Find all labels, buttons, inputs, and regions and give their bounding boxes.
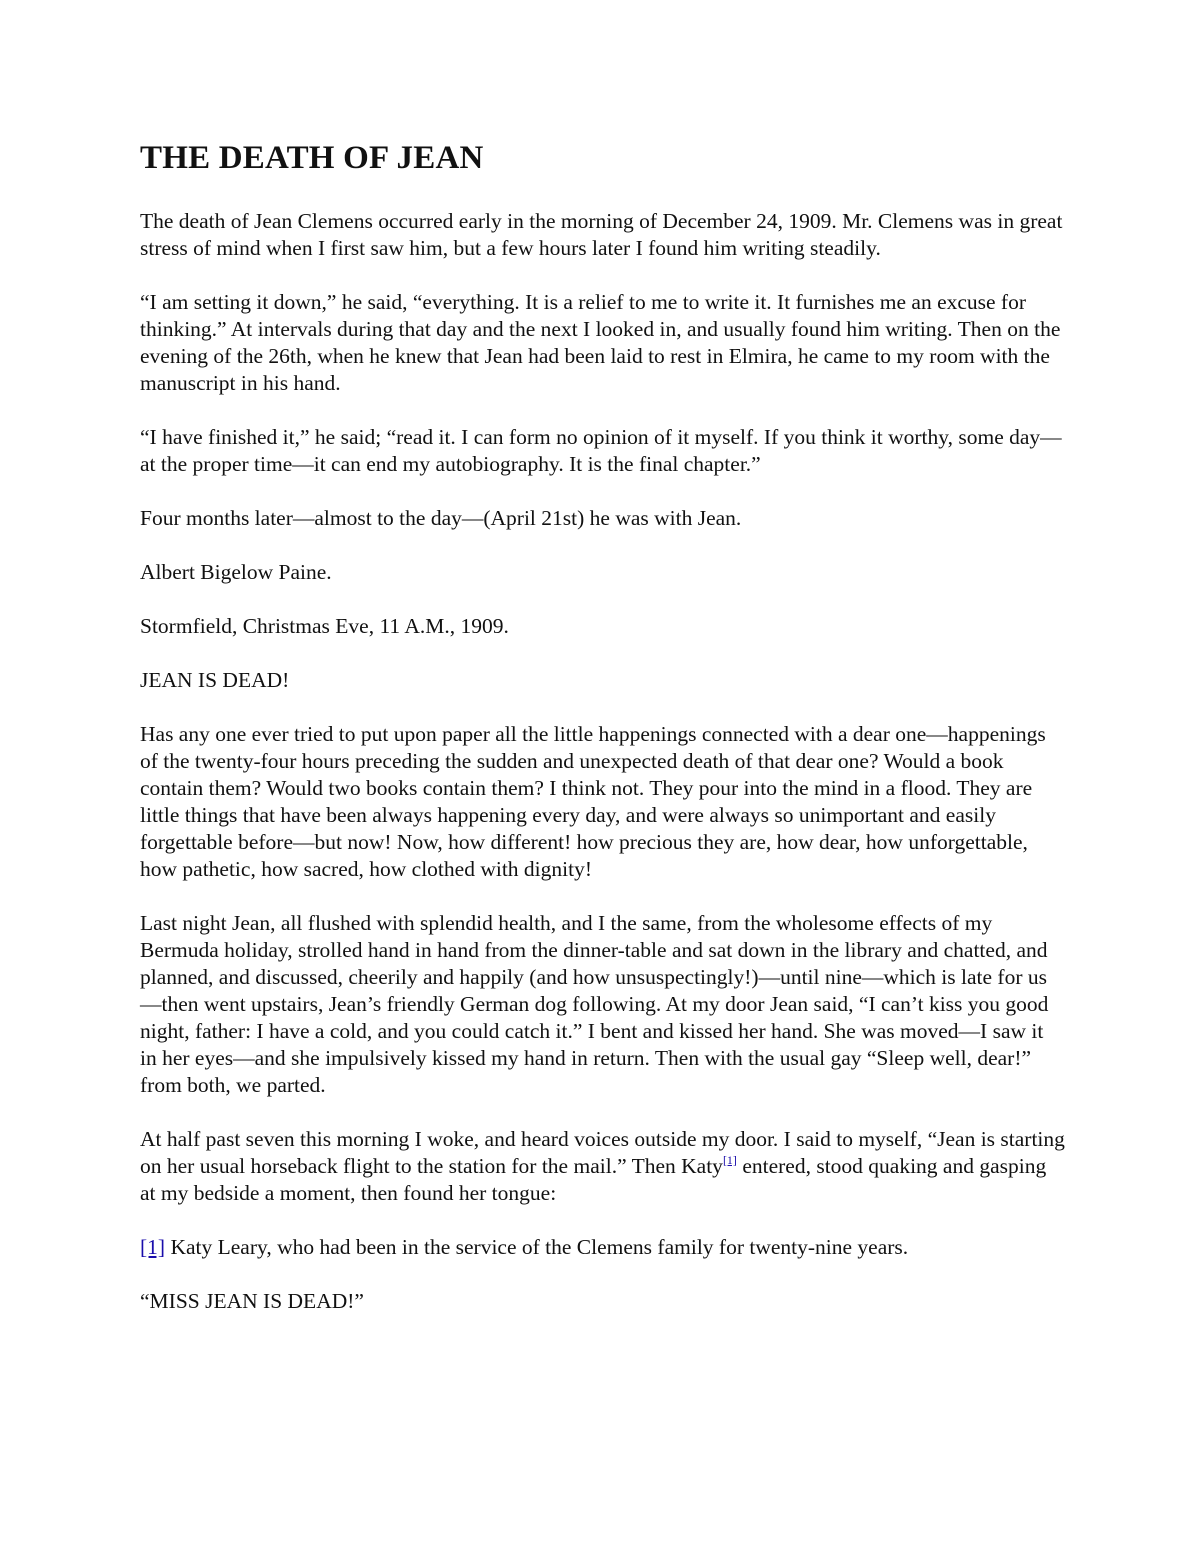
document-page bbox=[140, 138, 1065, 1342]
intro-paragraph-1: The death of Jean Clemens occurred early in the morning of December 24, 1909. Mr. Clemens was in great stress of mind when I first saw him, but a few hours later I found him writing steadily. bbox=[140, 209, 1063, 260]
dateline: Stormfield, Christmas Eve, 11 A.M., 1909. bbox=[140, 614, 509, 638]
body-paragraph-3-text-after: entered, stood quaking and gasping at my bedside a moment, then found her tongue: bbox=[140, 1154, 1047, 1205]
intro-paragraph-4: Four months later—almost to the day—(April 21st) he was with Jean. bbox=[140, 506, 742, 530]
footnote bbox=[140, 1234, 1065, 1261]
intro-signature: Albert Bigelow Paine. bbox=[140, 560, 332, 584]
intro-paragraph-2: “I am setting it down,” he said, “everything. It is a relief to me to write it. It furnishes me an excuse for thinking.” At intervals during that day and the next I looked in, and usually found him writing. Then on the evening of the 26th, when he knew that Jean had been laid to rest in Elmira, he came to my room with the manuscript in his hand. bbox=[140, 290, 1061, 395]
exclamation: JEAN IS DEAD! bbox=[140, 668, 290, 692]
document-title: THE DEATH OF JEAN bbox=[140, 140, 484, 176]
body-paragraph-3 bbox=[140, 1126, 1065, 1207]
closing-line: “MISS JEAN IS DEAD!” bbox=[140, 1289, 364, 1313]
footnote-text: Katy Leary, who had been in the service of the Clemens family for twenty-nine years. bbox=[165, 1235, 909, 1259]
footnote-backlink[interactable]: [1] bbox=[140, 1235, 166, 1259]
body-paragraph-3-text-before: At half past seven this morning I woke, and heard voices outside my door. I said to myself, “Jean is starting on her usual horseback flight to the station for the mail.” Then Katy bbox=[140, 1127, 1065, 1178]
body-paragraph-1: Has any one ever tried to put upon paper all the little happenings connected with a dear one—happenings of the twenty-four hours preceding the sudden and unexpected death of that dear one? Would a book contain them? Would two books contain them? I think not. They pour into the mind in a flood. They are little things that have been always happening every day, and were always so unimportant and easily forgettable before—but now! Now, how different! how precious they are, how dear, how unforgettable, how pathetic, how sacred, how clothed with dignity! bbox=[140, 722, 1046, 881]
footnote-reference-link[interactable]: [1] bbox=[722, 1153, 737, 1167]
body-paragraph-2: Last night Jean, all flushed with splendid health, and I the same, from the wholesome effects of my Bermuda holiday, strolled hand in hand from the dinner-table and sat down in the library and chatted, and planned, and discussed, cheerily and happily (and how unsuspectingly!)—until nine—which is late for us—then went upstairs, Jean’s friendly German dog following. At my door Jean said, “I can’t kiss you good night, father: I have a cold, and you could catch it.” I bent and kissed her hand. She was moved—I saw it in her eyes—and she impulsively kissed my hand in return. Then with the usual gay “Sleep well, dear!” from both, we parted. bbox=[140, 911, 1049, 1097]
intro-paragraph-3: “I have finished it,” he said; “read it. I can form no opinion of it myself. If you think it worthy, some day—at the proper time—it can end my autobiography. It is the final chapter.” bbox=[140, 425, 1062, 476]
